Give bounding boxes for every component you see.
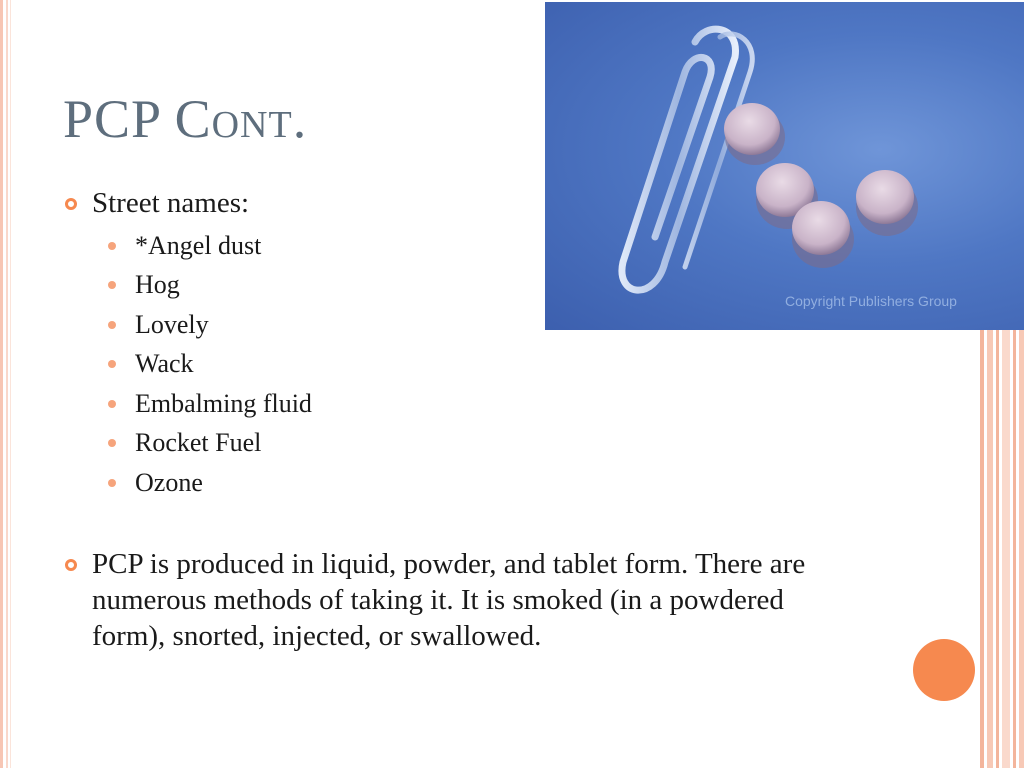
right-stripe [980, 330, 984, 768]
street-names-list [108, 226, 312, 503]
orange-circle-icon [913, 639, 975, 701]
street-name: Hog [135, 270, 180, 300]
right-stripe [1013, 330, 1016, 768]
right-stripe [996, 330, 999, 768]
bullet-street-names [65, 185, 249, 221]
orange-dot-bullet-icon [108, 439, 116, 447]
street-name: Rocket Fuel [135, 428, 262, 458]
orange-ring-bullet-icon [65, 559, 77, 571]
street-name: Ozone [135, 467, 203, 497]
street-name: Lovely [135, 309, 209, 339]
orange-dot-bullet-icon [108, 321, 116, 329]
street-name: Embalming fluid [135, 388, 312, 418]
list-item [108, 384, 312, 424]
street-names-heading: Street names: [92, 187, 250, 219]
right-stripe [987, 330, 993, 768]
list-item [108, 463, 312, 503]
bullet-paragraph [65, 546, 852, 654]
list-item [108, 226, 312, 266]
pcp-tablets-photo [545, 2, 1024, 330]
list-item [108, 305, 312, 345]
tablet-icon [856, 170, 918, 236]
left-stripe [0, 0, 3, 768]
orange-dot-bullet-icon [108, 360, 116, 368]
slide-title: PCP Cont. [63, 89, 308, 149]
right-stripe [1002, 330, 1010, 768]
photo-copyright-caption: Copyright Publishers Group [785, 293, 957, 309]
paperclip-and-tablets-illustration [545, 2, 1024, 330]
list-item [108, 266, 312, 306]
right-stripe [1019, 330, 1024, 768]
orange-ring-bullet-icon [65, 198, 77, 210]
orange-dot-bullet-icon [108, 400, 116, 408]
street-name: *Angel dust [135, 230, 262, 260]
tablet-icon [792, 201, 854, 268]
pcp-description-paragraph: PCP is produced in liquid, powder, and tablet form. There are numerous methods of taking it. It is smoked (in a powdered form), snorted, injected, or swallowed. [92, 548, 806, 652]
orange-dot-bullet-icon [108, 242, 116, 250]
left-stripe [10, 0, 11, 768]
list-item [108, 345, 312, 385]
paperclip-icon [622, 29, 752, 290]
orange-dot-bullet-icon [108, 281, 116, 289]
list-item [108, 424, 312, 464]
street-name: Wack [135, 349, 194, 379]
orange-dot-bullet-icon [108, 479, 116, 487]
tablet-icon [724, 103, 785, 165]
left-stripe [6, 0, 8, 768]
